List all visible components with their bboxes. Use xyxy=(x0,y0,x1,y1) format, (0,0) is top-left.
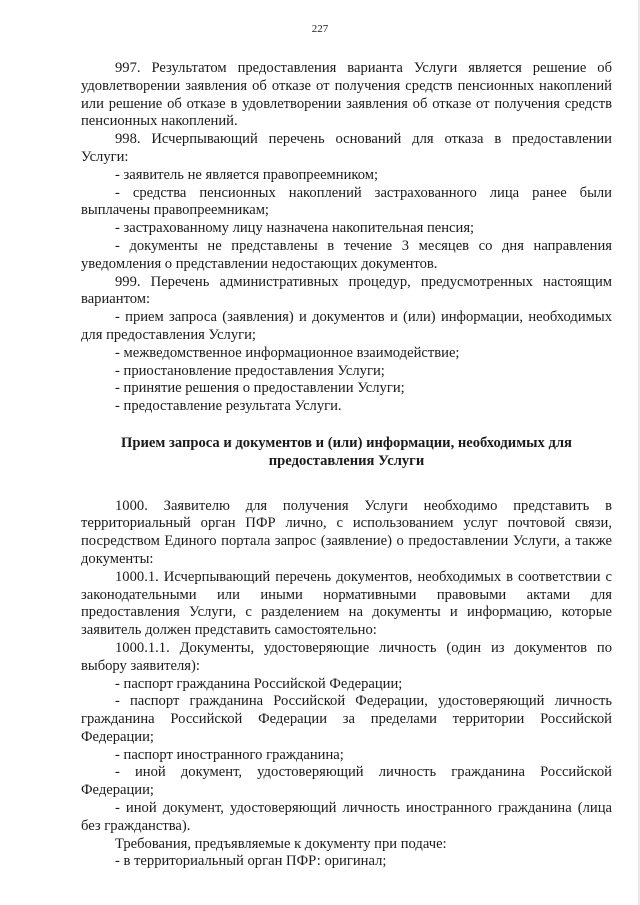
list-item: - прием запроса (заявления) и документов и (или) информации, необходимых для предоставления Услуги; xyxy=(81,309,612,343)
list-item: - предоставление результата Услуги. xyxy=(115,398,342,415)
list-item: - документы не представлены в течение 3 месяцев со дня направления уведомления о представлении недостающих документов. xyxy=(81,237,612,272)
document-body xyxy=(81,60,612,871)
list-item: - средства пенсионных накоплений застрахованного лица ранее были выплачены правопреемникам; xyxy=(81,184,612,219)
paragraph-999-procedures: 999. Перечень административных процедур, предусмотренных настоящим вариантом: xyxy=(81,273,612,308)
list-item: - заявитель не является правопреемником; xyxy=(115,166,379,183)
list-item: - застрахованному лицу назначена накопительная пенсия; xyxy=(115,220,475,237)
list-item: - межведомственное информационное взаимодействие; xyxy=(115,344,460,361)
paragraph-997-result: 997. Результатом предоставления варианта Услуги является решение об удовлетворении заявления об отказе от получения средств пенсионных накоплений или решение об отказе в удовлетворении заявления об отказе от получения средств пенсионных накоплений. xyxy=(81,60,612,130)
list-item: - в территориальный орган ПФР: оригинал; xyxy=(115,853,387,870)
list-item: - паспорт гражданина Российской Федерации, удостоверяющий личность гражданина Российской Федерации за пределами территории Российской Федерации; xyxy=(81,693,612,745)
paragraph-requirements: Требования, предъявляемые к документу при подаче: xyxy=(115,835,447,852)
list-item: - паспорт гражданина Российской Федерации; xyxy=(115,675,403,692)
paragraph-1000-1-document-list: 1000.1. Исчерпывающий перечень документов, необходимых в соответствии с законодательными или иными нормативными правовыми актами для предоставления Услуги, с разделением на документы и информацию, которые заявитель должен представить самостоятельно: xyxy=(81,568,612,639)
list-item: - иной документ, удостоверяющий личность гражданина Российской Федерации; xyxy=(81,764,612,799)
section-heading: Прием запроса и документов и (или) информации, необходимых для предоставления Услуги xyxy=(121,434,572,469)
list-item: - иной документ, удостоверяющий личность иностранного гражданина (лица без гражданства). xyxy=(81,800,612,834)
paragraph-998-refusal-grounds: 998. Исчерпывающий перечень оснований для отказа в предоставлении Услуги: xyxy=(81,131,612,165)
page-number: 227 xyxy=(311,23,329,35)
list-item: - принятие решения о предоставлении Услуги; xyxy=(115,380,405,397)
list-item: - приостановление предоставления Услуги; xyxy=(115,362,385,379)
paragraph-1000-submission: 1000. Заявителю для получения Услуги необходимо представить в территориальный орган ПФР лично, с использованием услуг почтовой связи, посредством Единого портала запрос (заявление) о предоставлении Услуги, а также документы: xyxy=(81,497,612,567)
paragraph-1000-1-1-identity-docs: 1000.1.1. Документы, удостоверяющие личность (один из документов по выбору заявителя): xyxy=(81,639,612,674)
list-item: - паспорт иностранного гражданина; xyxy=(115,746,344,763)
